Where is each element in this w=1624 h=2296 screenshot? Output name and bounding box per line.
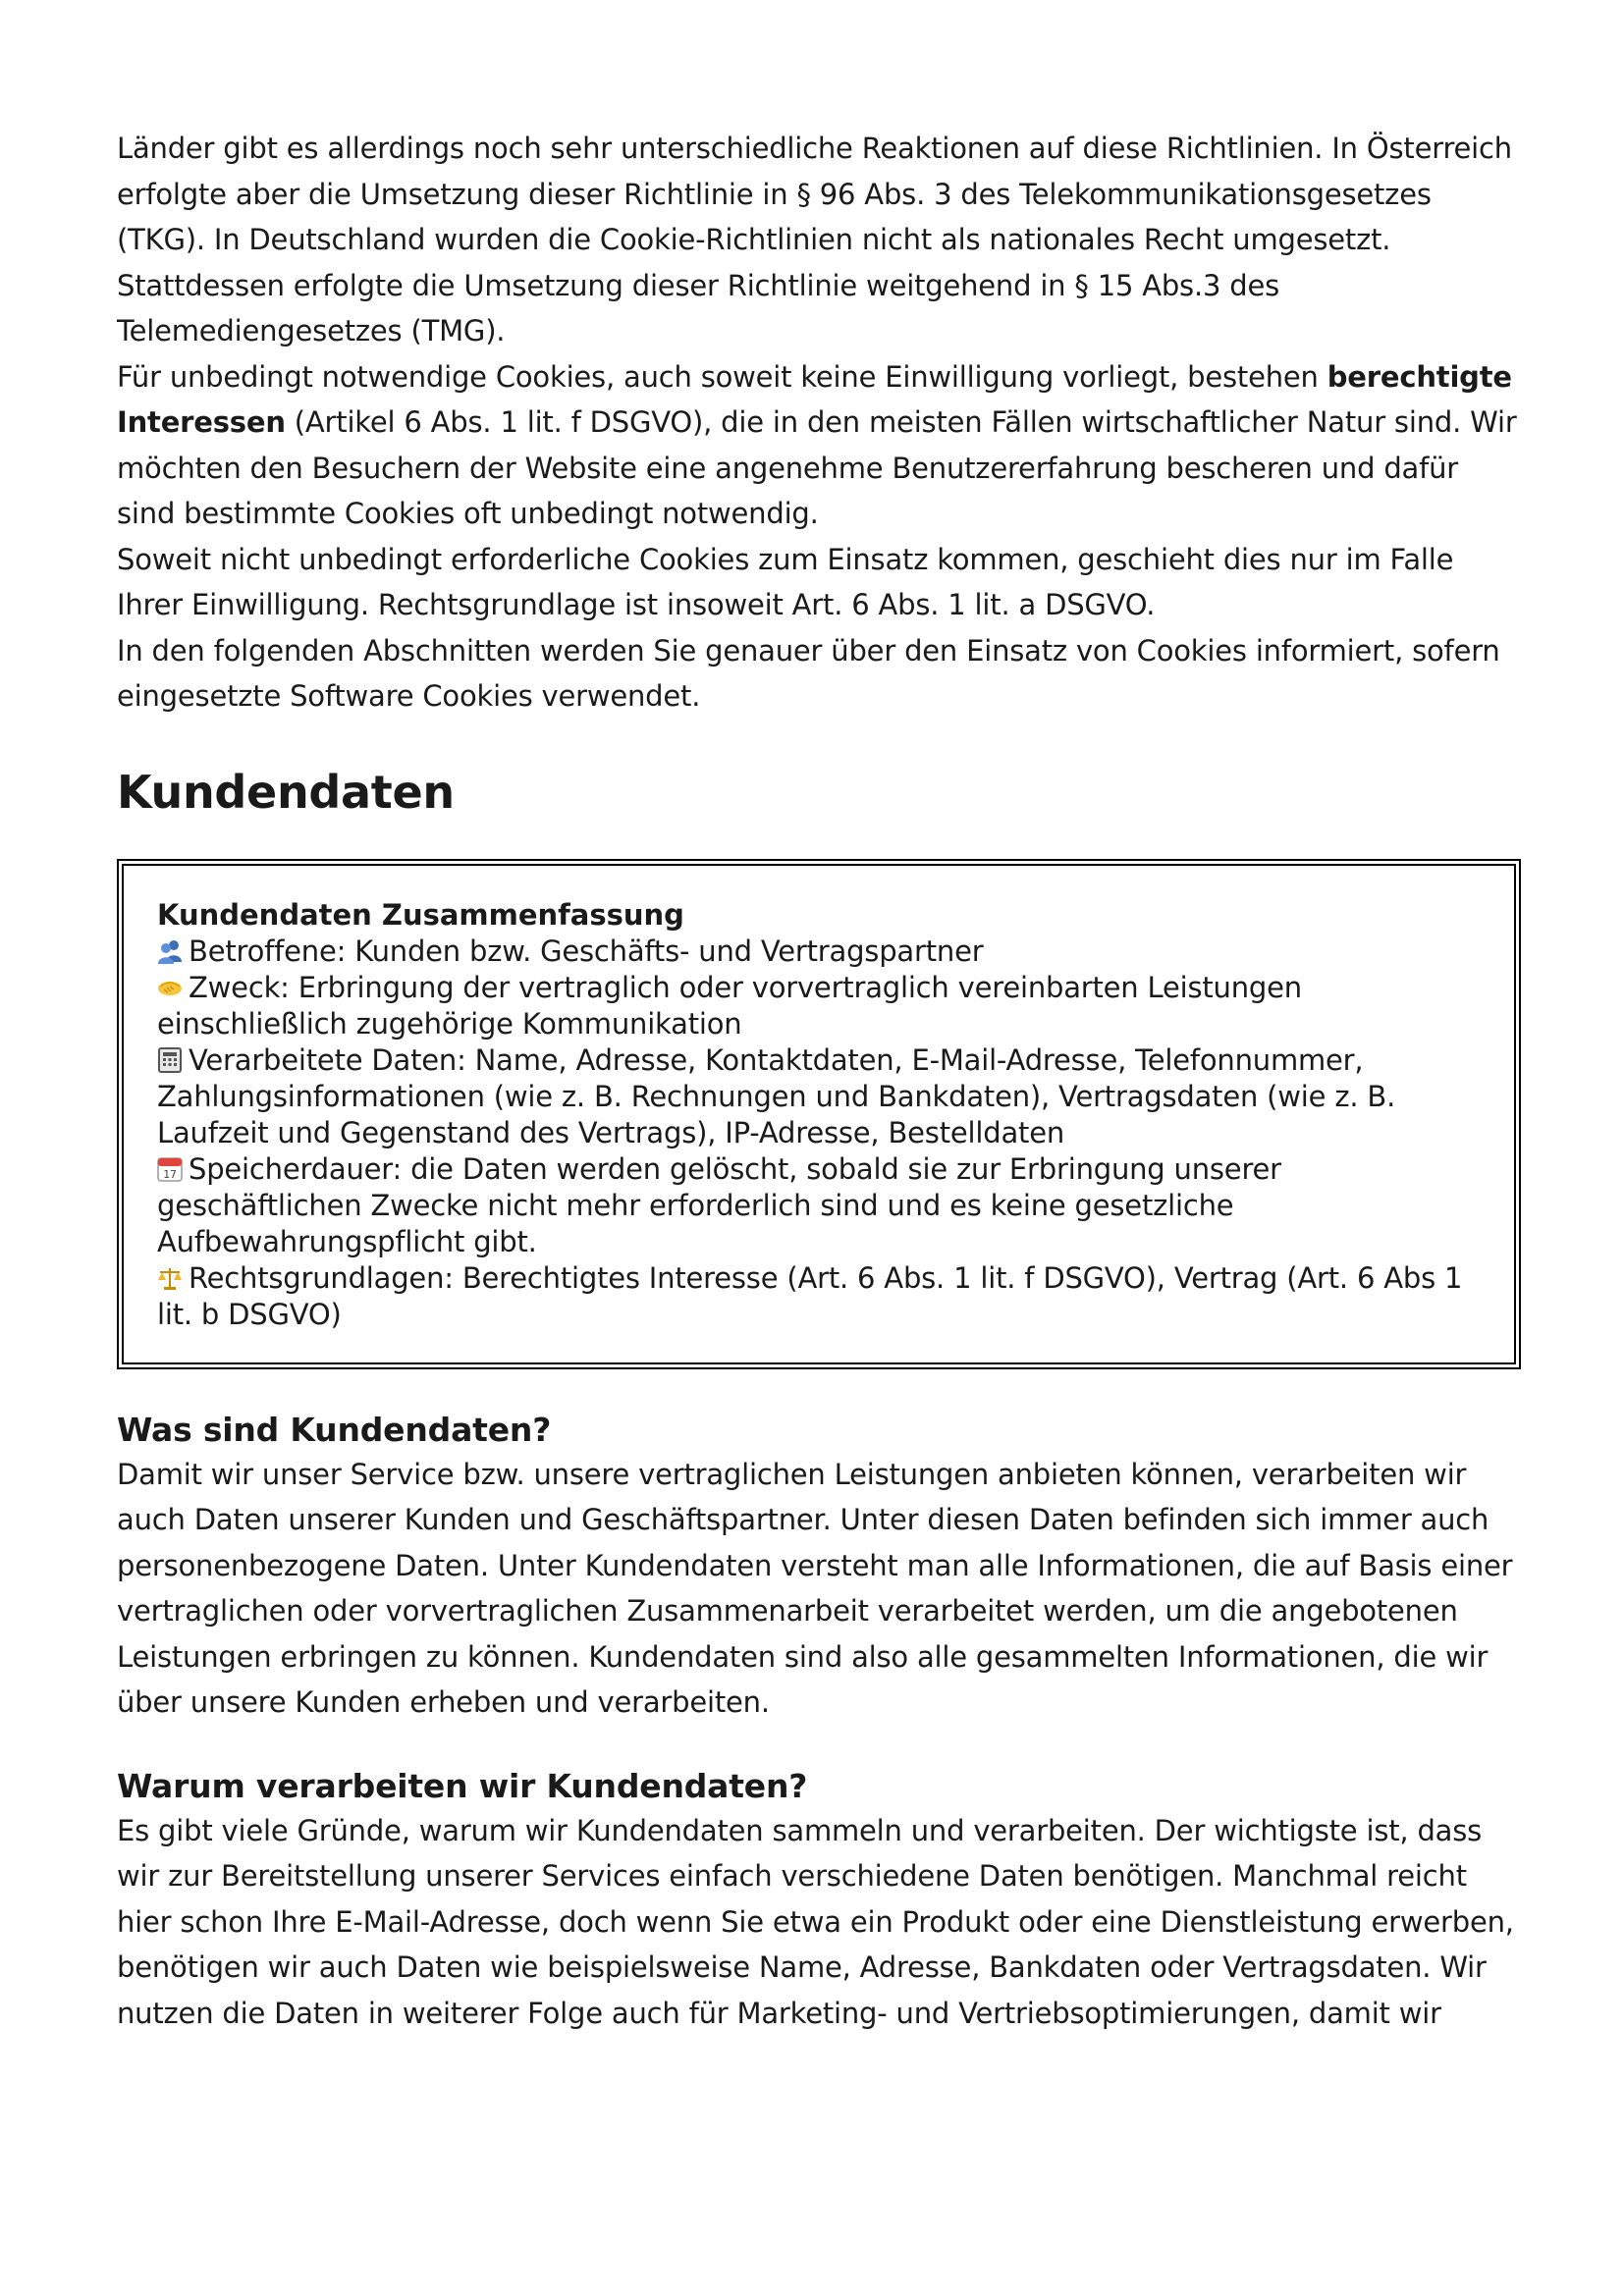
data-icon bbox=[157, 1047, 183, 1073]
calendar-day: 17 bbox=[163, 1167, 177, 1181]
paragraph-cookie-law: Länder gibt es allerdings noch sehr unterschiedliche Reaktionen auf diese Richtlinien. In Österreich erfolgte aber die Umsetzung dieser Richtlinie in § 96 Abs. 3 des Telekommunikationsgesetzes (TKG). In Deutschland wurden die Cookie-Richtlinien nicht als nationales Recht umgesetzt. Stattdessen erfolgte die Umsetzung dieser Richtlinie weitgehend in § 15 Abs.3 des Telemediengesetzes (TMG). bbox=[117, 132, 1512, 347]
paragraph-text: (Artikel 6 Abs. 1 lit. f DSGVO), die in den meisten Fällen wirtschaftlicher Natur sind. Wir möchten den Besuchern der Website eine angenehme Benutzererfahrung bescheren und dafür sind bestimmte Cookies oft unbedingt notwendig. bbox=[117, 405, 1517, 530]
summary-title: Kundendaten Zusammenfassung bbox=[157, 897, 684, 932]
paragraph-why-process-customer-data: Es gibt viele Gründe, warum wir Kundendaten sammeln und verarbeiten. Der wichtigste ist, dass wir zur Bereitstellung unserer Services einfach verschiedene Daten benötigen. Manchmal reicht hier schon Ihre E-Mail-Adresse, doch wenn Sie etwa ein Produkt oder eine Dienstleistung erwerben, benötigen wir auch Daten wie beispielsweise Name, Adresse, Bankdaten oder Vertragsdaten. Wir nutzen die Daten in weiterer Folge auch für Marketing- und Vertriebsoptimierungen, damit wir bbox=[117, 1813, 1514, 2030]
paragraph-legitimate-interests bbox=[117, 354, 1521, 537]
subheading-why-process-customer-data: Warum verarbeiten wir Kundendaten? bbox=[117, 1766, 808, 1805]
bold-term: berechtigte Interessen bbox=[117, 359, 1512, 439]
document-page bbox=[117, 126, 1521, 2036]
summary-item-purpose bbox=[157, 970, 1481, 1042]
paragraph-what-is-customer-data: Damit wir unser Service bzw. unsere vertraglichen Leistungen anbieten können, verarbeiten wir auch Daten unserer Kunden und Geschäftspartner. Unter diesen Daten befinden sich immer auch personenbezogene Daten. Unter Kundendaten versteht man alle Informationen, die auf Basis einer vertraglichen oder vorvertraglichen Zusammenarbeit verarbeitet werden, um die angebotenen Leistungen erbringen zu können. Kundendaten sind also alle gesammelten Informationen, die wir über unsere Kunden erheben und verarbeiten. bbox=[117, 1457, 1513, 1719]
section-heading: Kundendaten bbox=[117, 765, 455, 819]
summary-item-legal-basis bbox=[157, 1260, 1481, 1333]
handshake-icon bbox=[157, 975, 183, 1000]
paragraph-following-sections: In den folgenden Abschnitten werden Sie genauer über den Einsatz von Cookies informiert, sofern eingesetzte Software Cookies verwendet. bbox=[117, 633, 1500, 713]
summary-item-storage bbox=[157, 1151, 1481, 1260]
summary-item-text: Zweck: Erbringung der vertraglich oder vorvertraglich vereinbarten Leistungen einschließlich zugehörige Kommunikation bbox=[157, 970, 1302, 1041]
people-icon bbox=[157, 938, 183, 964]
scales-icon bbox=[157, 1265, 183, 1291]
summary-item-text: Verarbeitete Daten: Name, Adresse, Kontaktdaten, E-Mail-Adresse, Telefonnummer, Zahlungsinformationen (wie z. B. Rechnungen und Bankdaten), Vertragsdaten (wie z. B. Laufzeit und Gegenstand des Vertrags), IP-Adresse, Bestelldaten bbox=[157, 1042, 1396, 1149]
summary-item-data bbox=[157, 1042, 1481, 1151]
summary-item-text: Betroffene: Kunden bzw. Geschäfts- und Vertragspartner bbox=[189, 934, 984, 968]
subheading-what-is-customer-data: Was sind Kundendaten? bbox=[117, 1410, 552, 1449]
summary-item-affected bbox=[157, 934, 1481, 970]
paragraph-consent: Soweit nicht unbedingt erforderliche Cookies zum Einsatz kommen, geschieht dies nur im Falle Ihrer Einwilligung. Rechtsgrundlage ist insoweit Art. 6 Abs. 1 lit. a DSGVO. bbox=[117, 542, 1454, 621]
calendar-icon bbox=[157, 1156, 183, 1182]
summary-item-text: Rechtsgrundlagen: Berechtigtes Interesse (Art. 6 Abs. 1 lit. f DSGVO), Vertrag (Art. 6 Abs 1 lit. b DSGVO) bbox=[157, 1260, 1463, 1331]
summary-box bbox=[117, 859, 1521, 1369]
paragraph-text: Für unbedingt notwendige Cookies, auch soweit keine Einwilligung vorliegt, bestehen bbox=[117, 359, 1327, 394]
summary-item-text: Speicherdauer: die Daten werden gelöscht, sobald sie zur Erbringung unserer geschäftlichen Zwecke nicht mehr erforderlich sind und es keine gesetzliche Aufbewahrungspflicht gibt. bbox=[157, 1151, 1281, 1258]
